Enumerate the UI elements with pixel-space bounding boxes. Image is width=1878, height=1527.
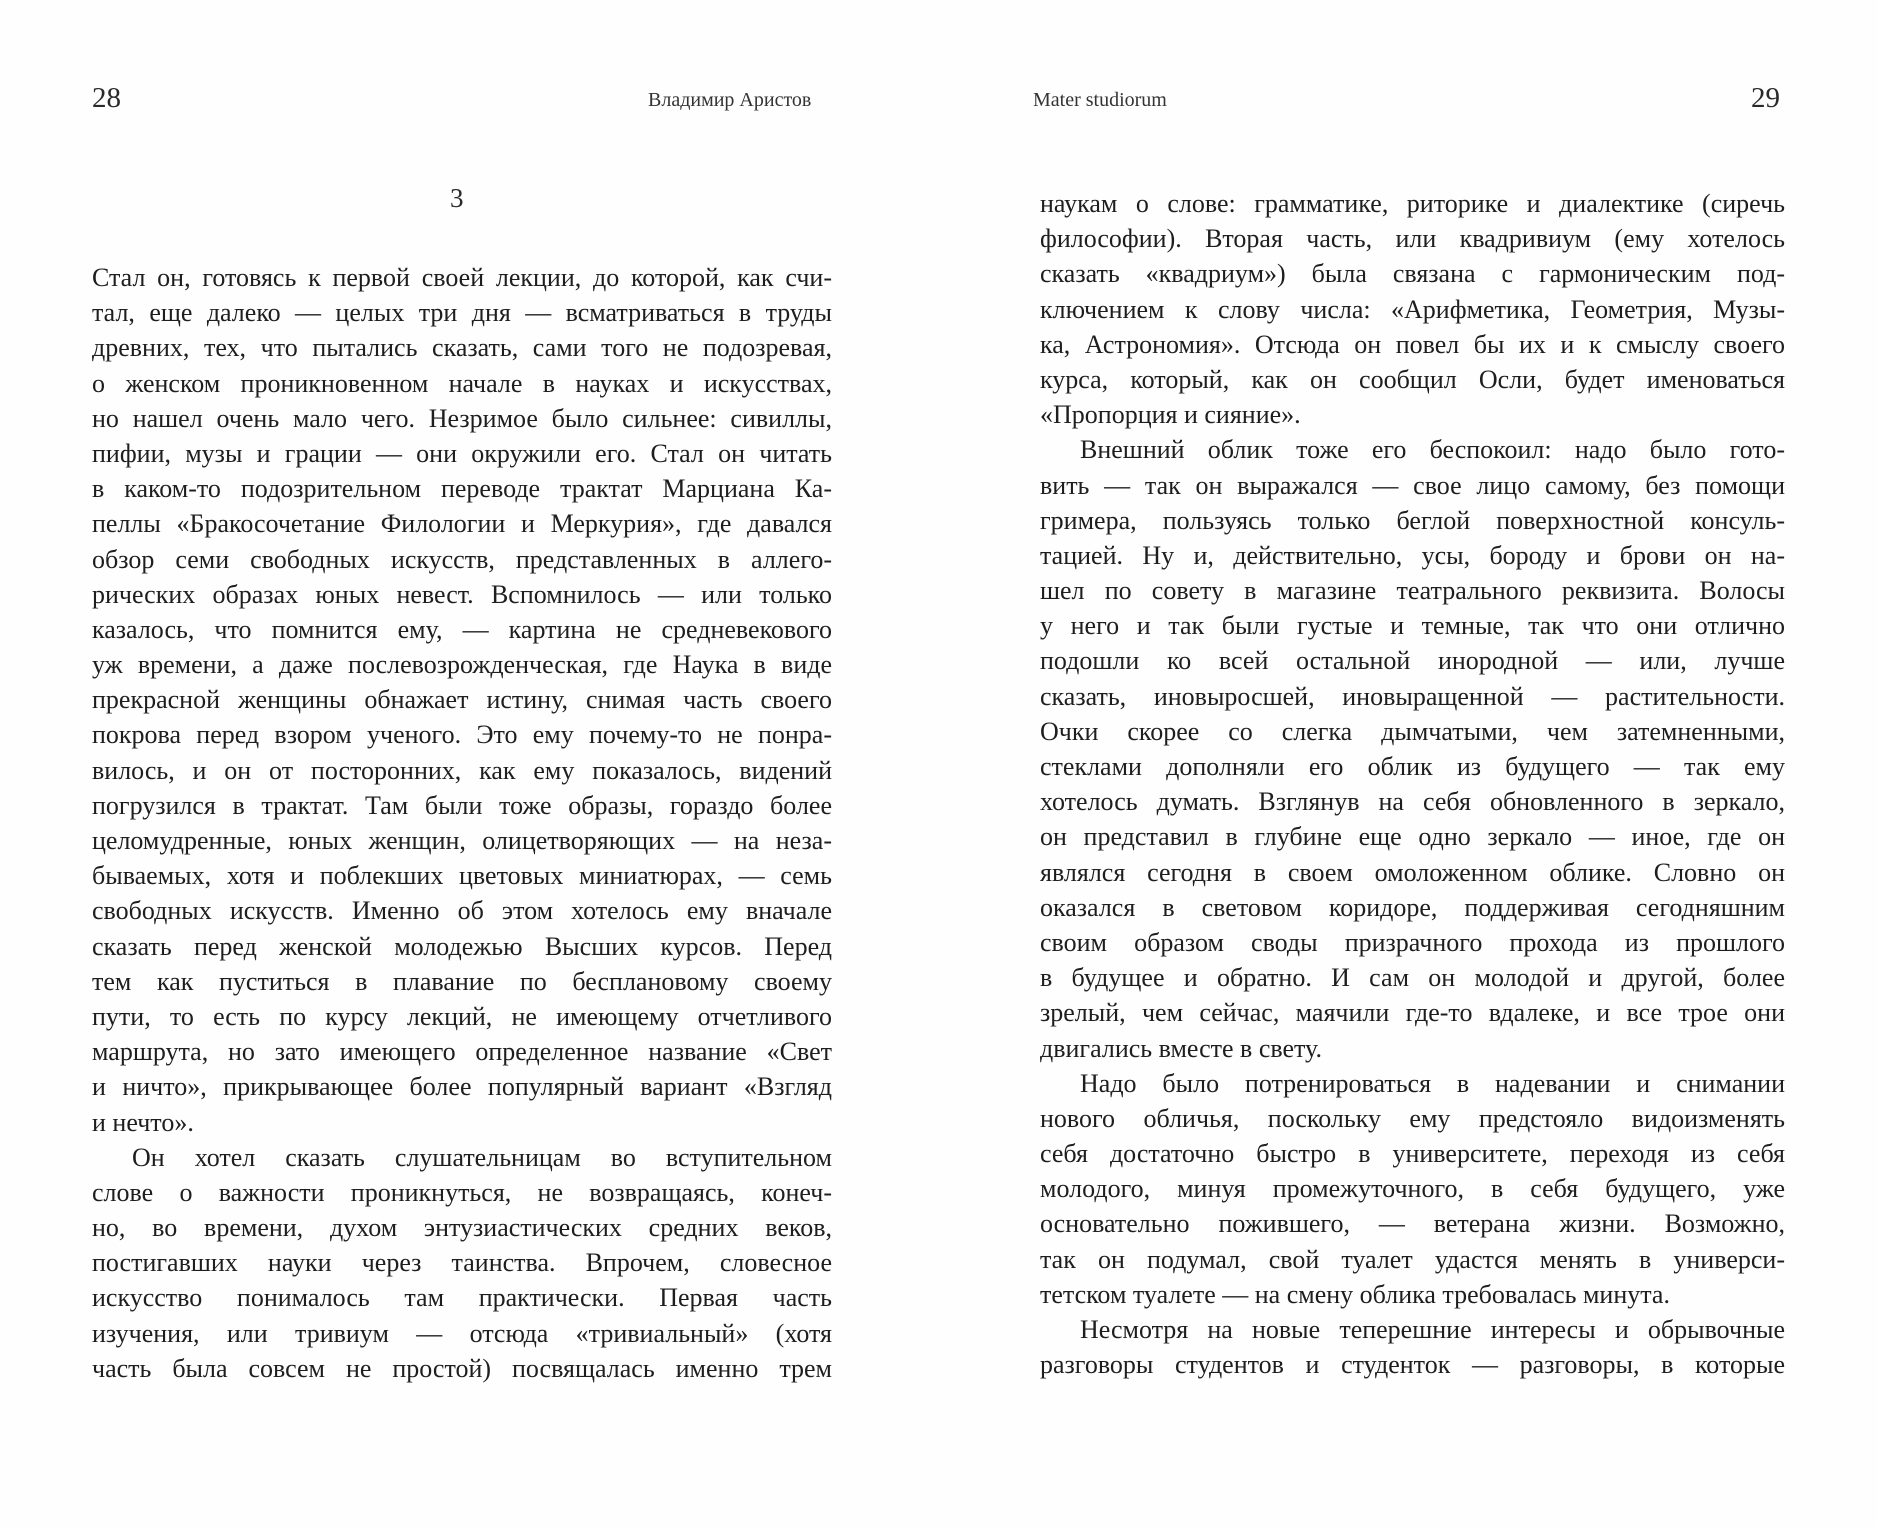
text-line: Он хотел сказать слушательницам во вступительном [132, 1142, 832, 1172]
text-line: пифии, музы и грации — они окружили его. Стал он читать [92, 438, 832, 468]
text-line: но нашел очень мало чего. Незримое было сильнее: сивиллы, [92, 403, 832, 433]
text-line: ключением к слову числа: «Арифметика, Геометрия, Музы- [1040, 294, 1785, 324]
text-line: свободных искусств. Именно об этом хотелось ему вначале [92, 896, 832, 926]
text-line: наукам о слове: грамматике, риторике и диалектике (сиречь [1040, 189, 1785, 218]
text-line: стеклами дополняли его облик из будущего — так ему [1040, 752, 1785, 781]
text-line: курса, который, как он сообщил Осли, будет именоваться [1040, 364, 1785, 394]
text-line: сказать, иновыросшей, иновыращенной — растительности. [1040, 681, 1785, 711]
text-line: у него и так были густые и темные, так что они отлично [1040, 611, 1785, 641]
text-line: «Пропорция и сияние». [1040, 400, 1301, 430]
text-line: слове о важности проникнуться, не возвращаясь, конеч- [92, 1177, 832, 1207]
text-line: бываемых, хотя и поблекших цветовых миниатюрах, — семь [92, 861, 832, 891]
text-line: себя достаточно быстро в университете, переходя из себя [1040, 1139, 1785, 1169]
text-line: в будущее и обратно. И сам он молодой и другой, более [1040, 963, 1785, 993]
text-line: Очки скорее со слегка дымчатыми, чем затемненными, [1040, 716, 1785, 746]
text-line: в каком-то подозрительном переводе трактат Марциана Ка- [92, 474, 832, 504]
text-line: ка, Астрономия». Отсюда он повел бы их и к смыслу своего [1040, 329, 1785, 359]
text-line: оказался в световом коридоре, поддерживая сегодняшним [1040, 892, 1785, 922]
body-text [1040, 186, 1785, 1382]
text-line: рических образах юных невест. Вспомнилось — или только [92, 579, 832, 609]
text-line: постигавших науки через таинства. Впрочем, словесное [92, 1248, 832, 1278]
text-line: и нечто». [92, 1107, 194, 1137]
text-line: разговоры студентов и студенток — разговоры, в которые [1040, 1350, 1785, 1380]
right-page [939, 0, 1878, 1527]
text-line: и ничто», прикрывающее более популярный вариант «Взгляд [92, 1072, 832, 1102]
text-line: нового обличья, поскольку ему предстояло видоизменять [1040, 1103, 1785, 1133]
text-line: Надо было потренироваться в надевании и снимании [1080, 1068, 1785, 1098]
text-line: так он подумал, свой туалет удастся менять в универси- [1040, 1244, 1785, 1274]
text-line: зрелый, чем сейчас, маячили где-то вдалеке, и все трое они [1040, 998, 1785, 1028]
text-line: пути, то есть по курсу лекций, не имеющему отчетливого [92, 1001, 832, 1031]
text-line: вить — так он выражался — свое лицо самому, без помощи [1040, 470, 1785, 500]
text-line: древних, тех, что пытались сказать, сами того не подозревая, [92, 333, 832, 363]
text-line: маршрута, но зато имеющего определенное название «Свет [92, 1037, 832, 1067]
text-line: вилось, и он от посторонних, как ему показалось, видений [92, 755, 832, 785]
text-line: сказать перед женской молодежью Высших курсов. Перед [92, 931, 832, 961]
text-line: он представил в глубине еще одно зеркало — иное, где он [1040, 822, 1785, 852]
text-line: обзор семи свободных искусств, представленных в аллего- [92, 544, 832, 574]
page-number: 28 [92, 82, 121, 114]
text-line: являлся сегодня в своем омоложенном облике. Словно он [1040, 857, 1785, 887]
text-line: целомудренные, юных женщин, олицетворяющих — на неза- [92, 826, 832, 855]
running-head-title: Mater studiorum [1033, 89, 1167, 111]
text-line: погрузился в трактат. Там были тоже образы, гораздо более [92, 790, 832, 820]
text-line: тал, еще далеко — целых три дня — всматриваться в труды [92, 298, 832, 328]
text-line: тетском туалете — на смену облика требовалась минута. [1040, 1279, 1670, 1309]
text-line: тацией. Ну и, действительно, усы, бороду и брови он на- [1040, 540, 1785, 570]
text-line: шел по совету в магазине театрального реквизита. Волосы [1040, 576, 1785, 606]
text-line: сказать «квадриум») была связана с гармоническим под- [1040, 259, 1785, 289]
text-line: уж времени, а даже послевозрожденческая, где Наука в виде [92, 650, 832, 680]
text-line: Несмотря на новые теперешние интересы и обрывочные [1080, 1315, 1785, 1344]
text-line: подошли ко всей остальной инородной — или, лучше [1040, 646, 1785, 676]
text-line: основательно пожившего, — ветерана жизни. Возможно, [1040, 1209, 1785, 1239]
text-line: Стал он, готовясь к первой своей лекции, до которой, как счи- [92, 263, 832, 292]
text-line: хотелось думать. Взглянув на себя обновленного в зеркало, [1040, 787, 1785, 817]
text-line: тем как пуститься в плавание по бесплановому своему [92, 966, 832, 996]
body-text [92, 260, 832, 1386]
text-line: молодого, минуя промежуточного, в себя будущего, уже [1040, 1174, 1785, 1204]
text-line: Внешний облик тоже его беспокоил: надо было гото- [1080, 435, 1785, 465]
text-line: но, во времени, духом энтузиастических средних веков, [92, 1213, 832, 1243]
text-line: казалось, что помнится ему, — картина не средневекового [92, 614, 832, 644]
text-line: часть была совсем не простой) посвящалась именно трем [92, 1353, 832, 1383]
text-line: пеллы «Бракосочетание Филологии и Меркурия», где давался [92, 509, 832, 539]
text-line: философии). Вторая часть, или квадривиум (ему хотелось [1040, 224, 1785, 254]
text-line: двигались вместе в свету. [1040, 1033, 1322, 1063]
text-line: искусство понималось там практически. Первая часть [92, 1283, 832, 1313]
text-line: гримера, пользуясь только беглой поверхностной консуль- [1040, 505, 1785, 535]
text-line: покрова перед взором ученого. Это ему почему-то не понра- [92, 720, 832, 750]
section-number: 3 [450, 183, 464, 213]
page-number: 29 [1751, 82, 1780, 114]
text-line: прекрасной женщины обнажает истину, снимая часть своего [92, 685, 832, 715]
text-line: своим образом своды призрачного прохода из прошлого [1040, 927, 1785, 957]
running-head-author: Владимир Аристов [648, 89, 812, 111]
text-line: о женском проникновенном начале в науках и искусствах, [92, 368, 832, 398]
text-line: изучения, или тривиум — отсюда «тривиальный» (хотя [92, 1318, 832, 1348]
